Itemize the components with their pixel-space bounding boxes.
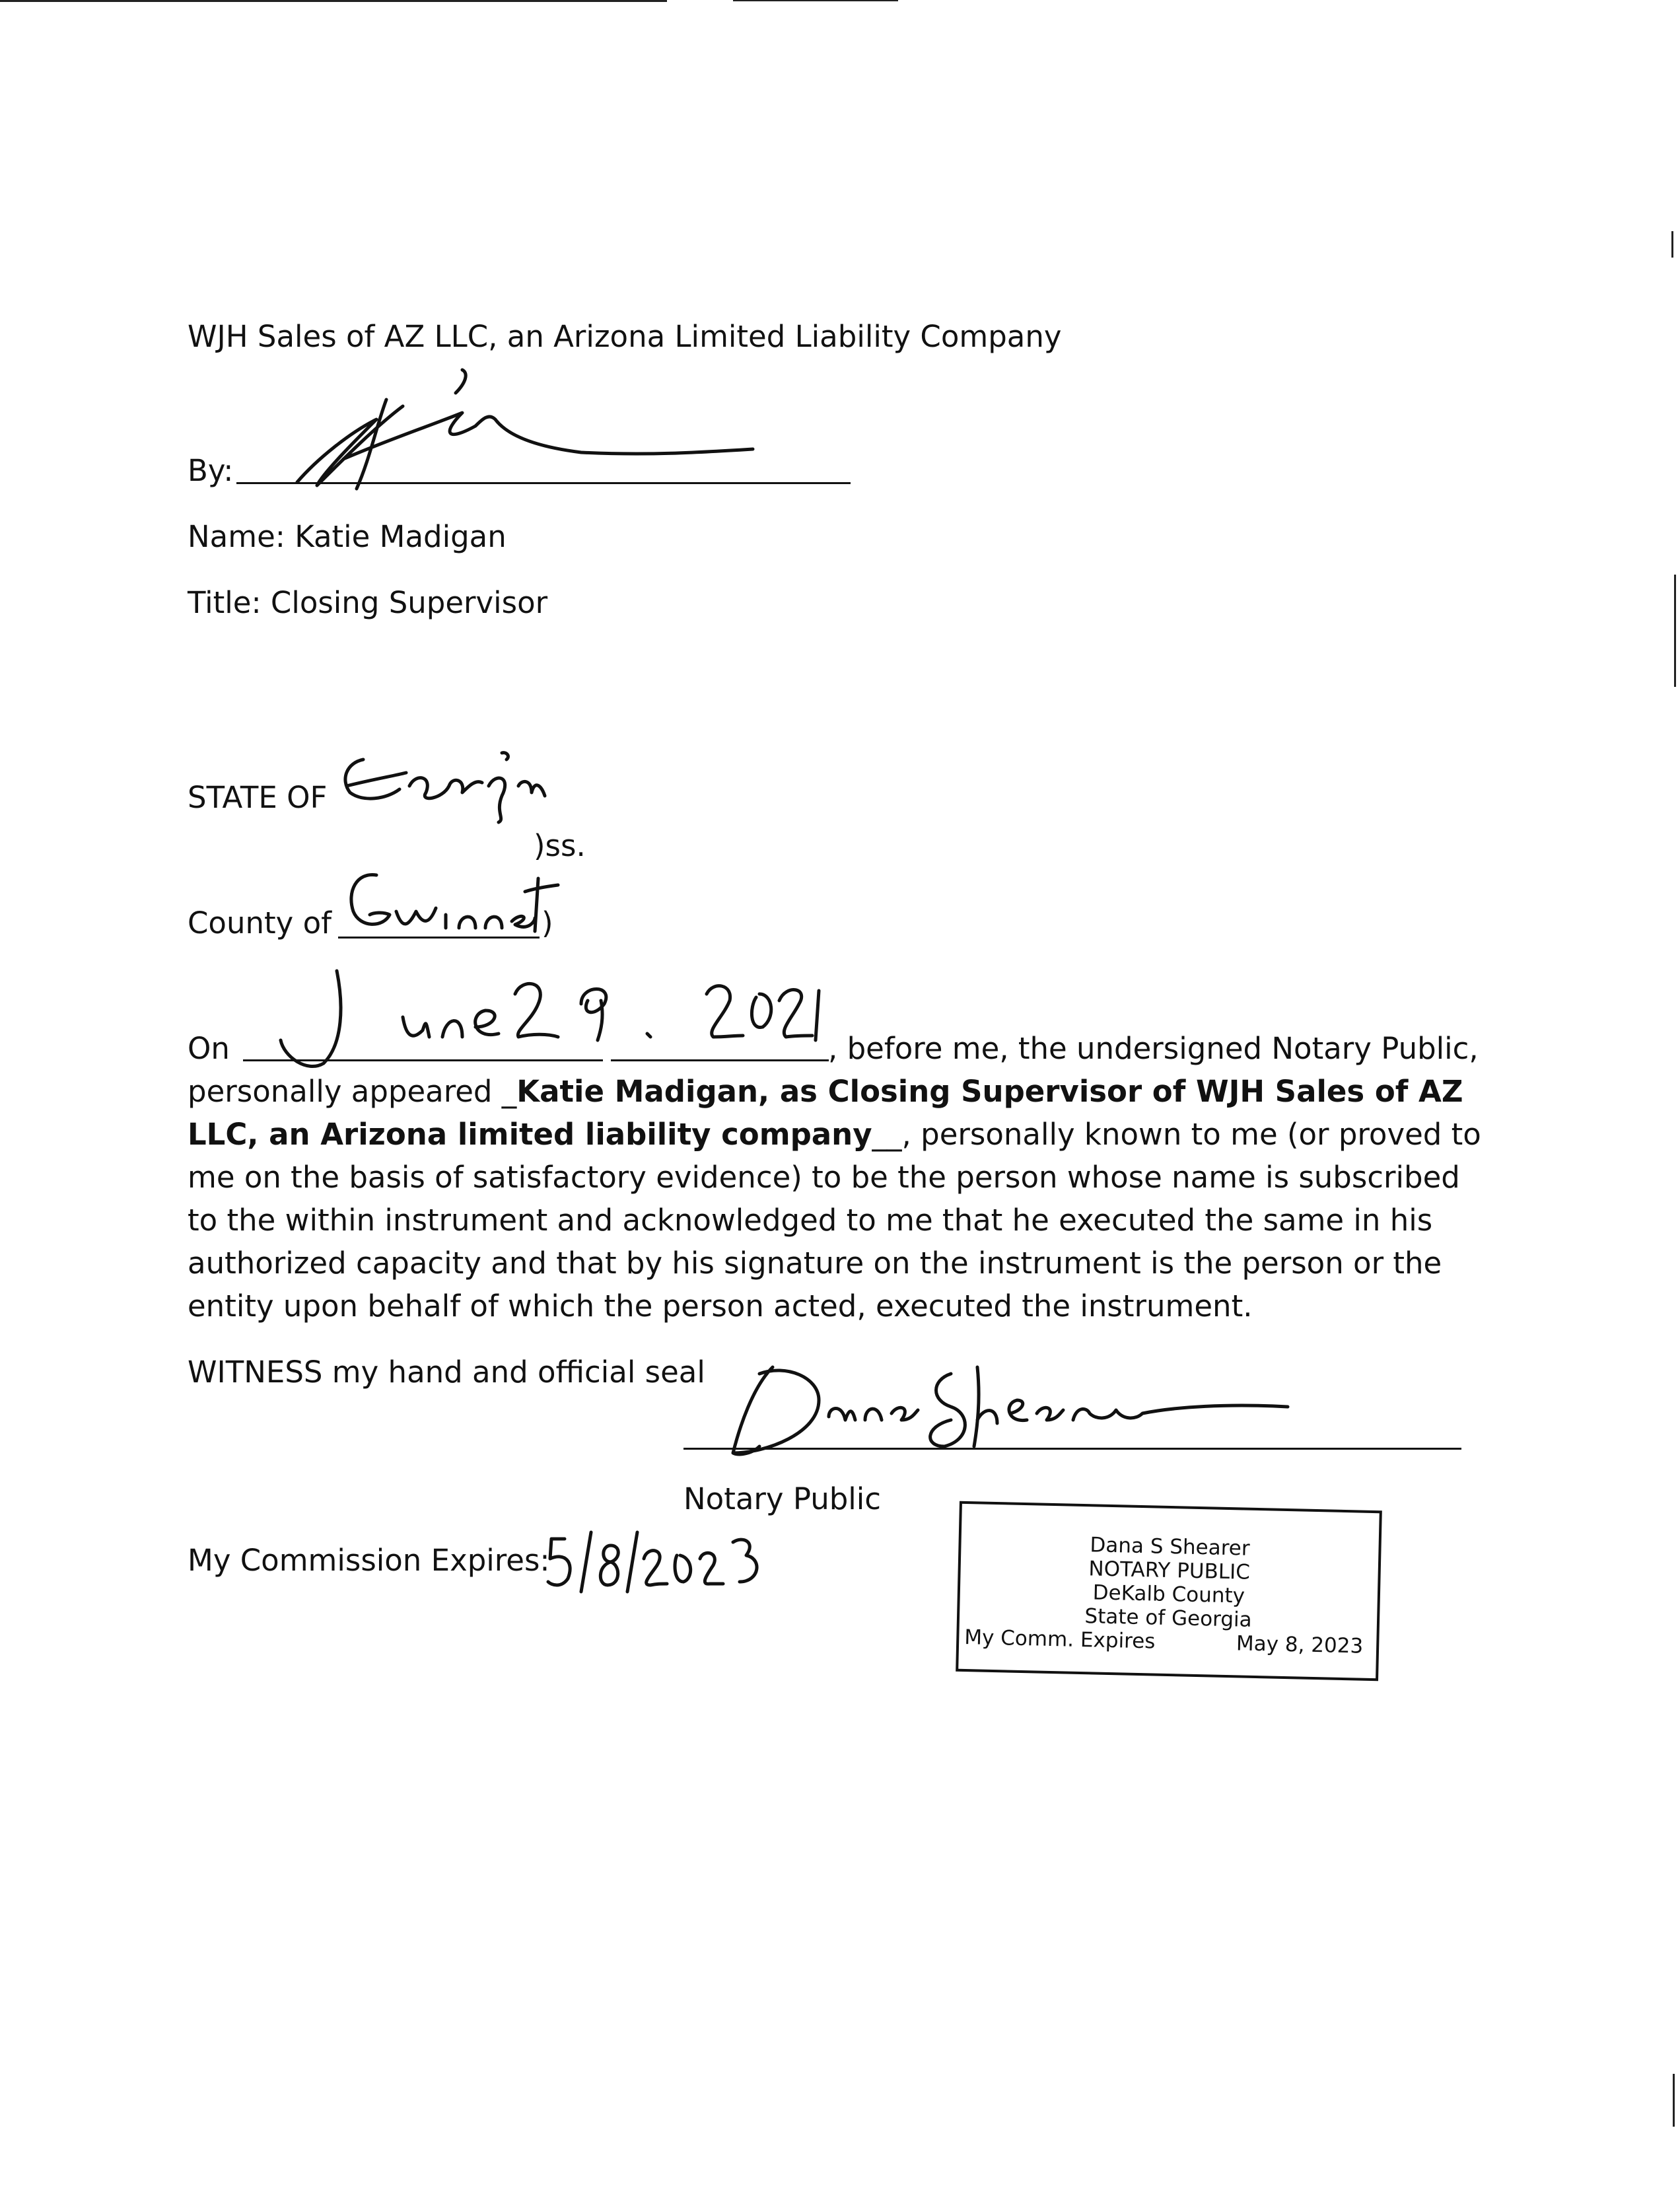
handwritten-commission-date: [545, 1526, 763, 1598]
state-label: STATE OF: [188, 780, 328, 815]
by-label: By:: [188, 453, 234, 488]
on-label: On: [188, 1031, 230, 1066]
company-line: WJH Sales of AZ LLC, an Arizona Limited Liability Company: [188, 319, 1062, 354]
scan-edge-line: [0, 0, 667, 2]
scan-edge-mark: [1673, 2074, 1675, 2127]
stamp-name: Dana S Shearer: [1090, 1533, 1250, 1561]
acknowledgment-body: __, personally known to me (or proved to me on the basis of satisfactory evidence) to be the person whose name is subscribed to the within instrument and acknowledged to me that he executed the same in his authorized capacity and that by his signature on the instrument is the person or the entity upon behalf of which the person acted, executed the instrument.: [188, 1117, 1481, 1324]
appeared-prefix: personally appeared _: [188, 1074, 517, 1109]
handwritten-county-gwinnett: [337, 859, 555, 941]
acknowledgment-paragraph: [188, 1027, 1495, 1328]
stamp-expires-date: May 8, 2023: [1236, 1631, 1364, 1658]
county-paren: ): [542, 905, 553, 940]
county-label: County of: [188, 905, 332, 940]
commission-label: My Commission Expires:: [188, 1543, 550, 1578]
title-label: Title: Closing Supervisor: [188, 585, 548, 620]
acknowledgment-intro: , before me, the undersigned Notary Public,: [828, 1031, 1479, 1066]
ss-label: )ss.: [534, 828, 586, 863]
stamp-expires-label: My Comm. Expires: [963, 1625, 1156, 1654]
scan-edge-mark: [1674, 575, 1676, 687]
scan-edge-mark: [1671, 231, 1673, 258]
handwritten-state-georgia: [333, 740, 551, 826]
notary-public-label: Notary Public: [683, 1481, 882, 1516]
stamp-role: NOTARY PUBLIC: [1088, 1557, 1251, 1584]
appeared-party: Katie Madigan, as Closing Supervisor of WJH Sales of AZ LLC, an Arizona limited liability company: [188, 1074, 1463, 1152]
witness-label: WITNESS my hand and official seal: [188, 1355, 705, 1390]
stamp-county: DeKalb County: [1092, 1580, 1245, 1608]
name-label: Name: Katie Madigan: [188, 519, 507, 554]
scan-edge-line: [733, 0, 898, 1]
handwritten-signature-katie-madigan: [277, 360, 766, 499]
notary-stamp: [956, 1501, 1382, 1681]
stamp-state: State of Georgia: [1084, 1604, 1253, 1632]
handwritten-signature-dana-shearer: [713, 1347, 1294, 1470]
